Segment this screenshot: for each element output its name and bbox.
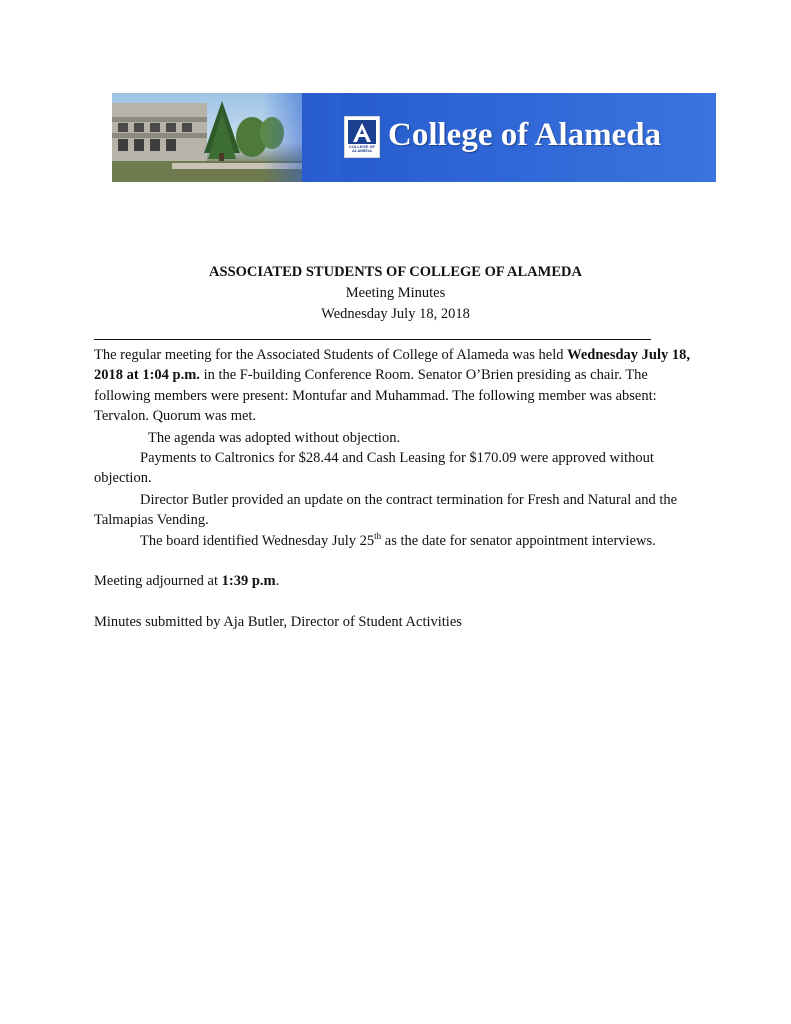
interviews-text-end: as the date for senator appointment interviews. — [381, 533, 656, 549]
college-name: College of Alameda — [388, 117, 662, 153]
ordinal-suffix: th — [374, 531, 382, 542]
interviews-text: The board identified Wednesday July 25 — [140, 533, 375, 549]
agenda-text: The agenda was adopted without objection. — [148, 430, 401, 446]
submitted-by: Minutes submitted by Aja Butler, Director of Student Activities — [94, 614, 462, 630]
payments-paragraph: Payments to Caltronics for $28.44 and Cash Leasing for $170.09 were approved without objection. — [94, 450, 654, 487]
adjourn-paragraph — [94, 571, 697, 591]
document-title: ASSOCIATED STUDENTS OF COLLEGE OF ALAMEDA — [209, 264, 582, 280]
college-banner — [112, 93, 716, 182]
adjourn-time: 1:39 p.m — [221, 573, 276, 589]
interviews-paragraph — [94, 531, 697, 551]
opening-paragraph — [94, 345, 697, 427]
opening-text: The regular meeting for the Associated Students of College of Alameda was held — [94, 347, 568, 363]
agenda-paragraph — [94, 428, 697, 448]
adjourn-text: Meeting adjourned at — [94, 573, 222, 589]
college-logo — [344, 116, 380, 158]
document-subtitle: Meeting Minutes — [345, 285, 446, 301]
meeting-date: Wednesday July 18, 2018 — [321, 306, 470, 322]
divider-line — [94, 339, 651, 340]
adjourn-period: . — [275, 573, 280, 589]
opening-text-end: in the F-building Conference Room. Senator O’Brien presiding as chair. The following members were present: Montufar and Muhammad. The following member was absent: Tervalon. Quorum was met. — [94, 367, 657, 425]
banner-fade — [262, 93, 342, 182]
meeting-datetime: Wednesday July 18, 2018 at 1:04 p.m. — [94, 347, 691, 384]
update-paragraph: Director Butler provided an update on the contract termination for Fresh and Natural and the Talmapias Vending. — [94, 492, 678, 529]
logo-subtext: COLLEGE OF ALAMEDA — [349, 144, 375, 153]
